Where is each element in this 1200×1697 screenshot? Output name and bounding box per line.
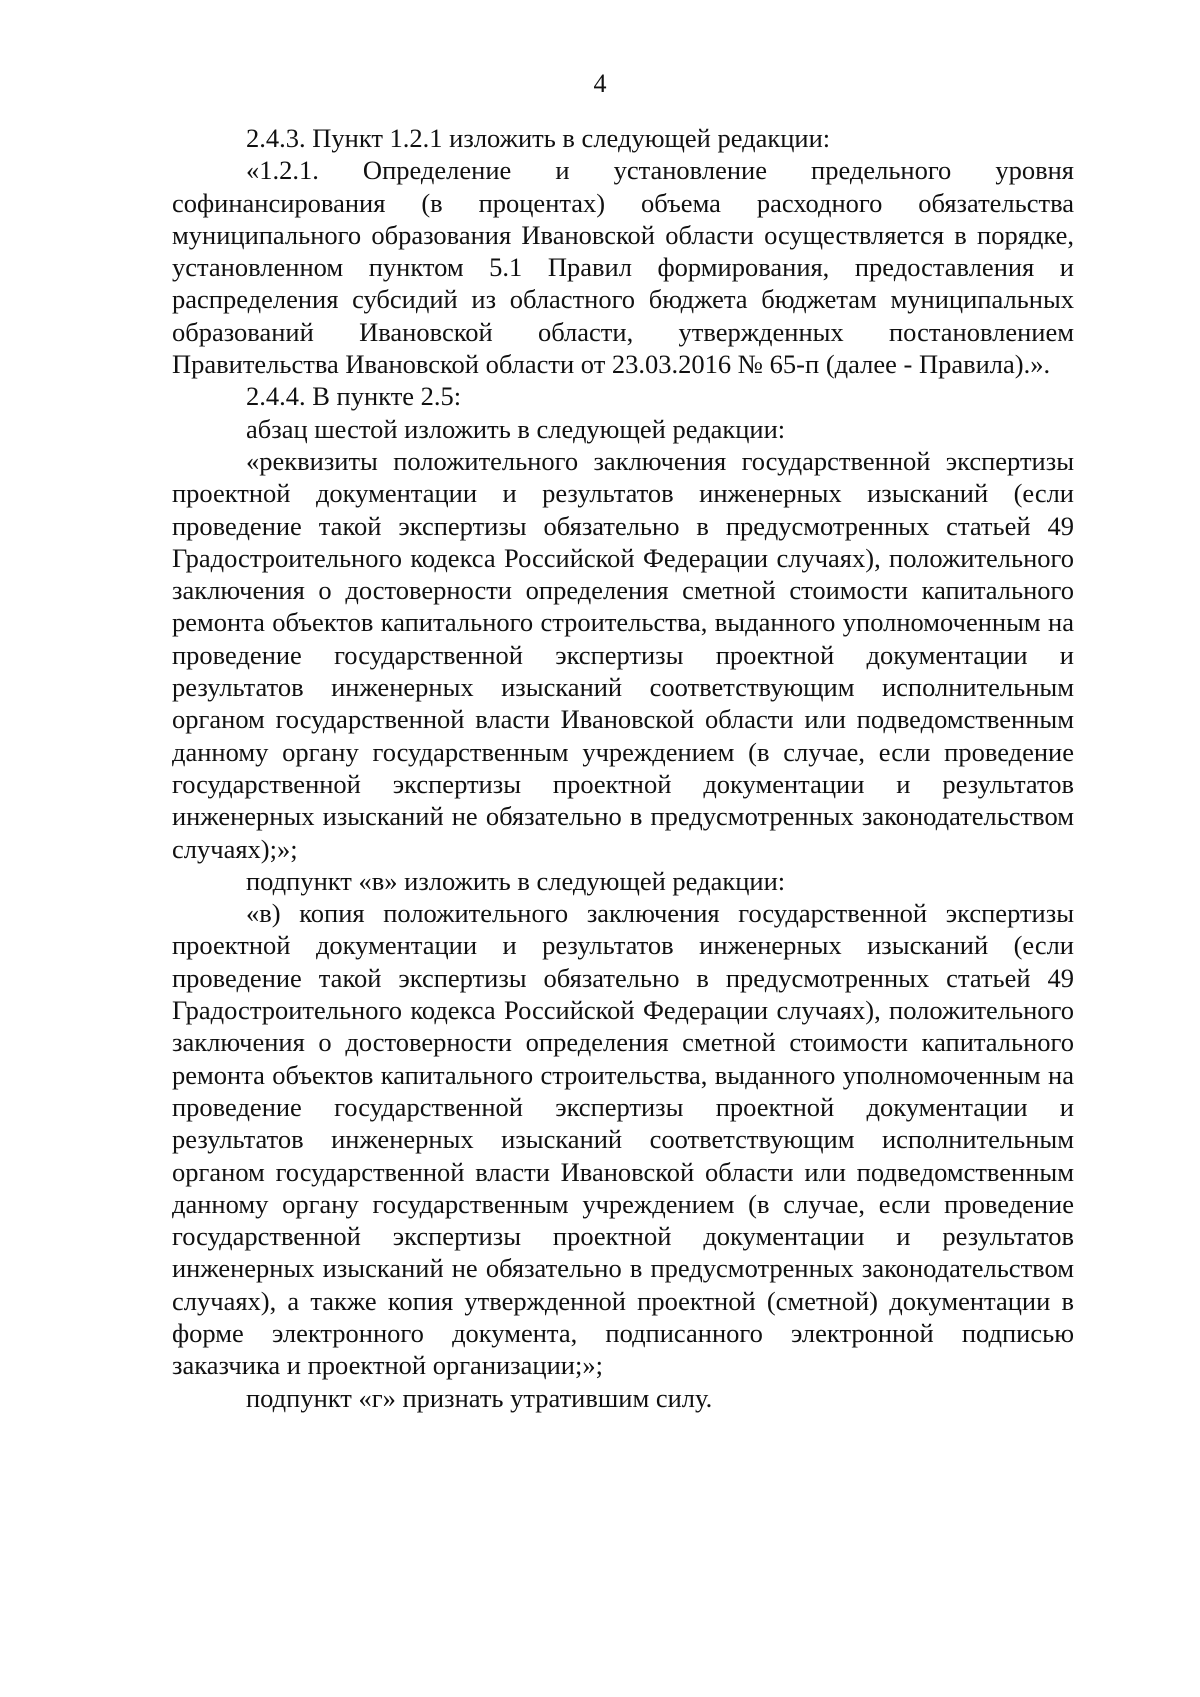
paragraph-2-4-3-heading: 2.4.3. Пункт 1.2.1 изложить в следующей редакции: [246,123,831,153]
document-body [172,122,1074,1414]
paragraph-requisites-text: «реквизиты положительного заключения государственной экспертизы проектной документации и результатов инженерных изысканий (если проведение такой экспертизы обязательно в предусмотренных статьей 49 Градостроительного кодекса Российской Федерации случаях), положительного заключения о достоверности определения сметной стоимости капитального ремонта объектов капитального строительства, выданного уполномоченным на проведение государственной экспертизы проектной документации и результатов инженерных изысканий соответствующим исполнительным органом государственной власти Ивановской области или подведомственным данному органу государственным учреждением (в случае, если проведение государственной экспертизы проектной документации и результатов инженерных изысканий не обязательно в предусмотренных законодательством случаях);»; [172,445,1074,864]
paragraph-1-2-1-text: «1.2.1. Определение и установление предельного уровня софинансирования (в процентах) объема расходного обязательства муниципального образования Ивановской области осуществляется в порядке, установленном пунктом 5.1 Правил формирования, предоставления и распределения субсидий из областного бюджета бюджетам муниципальных образований Ивановской области, утвержденных постановлением Правительства Ивановской области от 23.03.2016 № 65-п (далее - Правила).». [172,155,1074,380]
paragraph-subpoint-v-intro: подпункт «в» изложить в следующей редакции: [246,865,786,896]
paragraph-subpoint-g: подпункт «г» признать утратившим силу. [246,1382,713,1413]
page-number: 4 [593,69,607,98]
paragraph-subpoint-v-text: «в) копия положительного заключения государственной экспертизы проектной документации и результатов инженерных изысканий (если проведение такой экспертизы обязательно в предусмотренных статьей 49 Градостроительного кодекса Российской Федерации случаях), положительного заключения о достоверности определения сметной стоимости капитального ремонта объектов капитального строительства, выданного уполномоченным на проведение государственной экспертизы проектной документации и результатов инженерных изысканий соответствующим исполнительным органом государственной власти Ивановской области или подведомственным данному органу государственным учреждением (в случае, если проведение государственной экспертизы проектной документации и результатов инженерных изысканий не обязательно в предусмотренных законодательством случаях), а также копия утвержденной проектной (сметной) документации в форме электронного документа, подписанного электронной подписью заказчика и проектной организации;»; [172,898,1074,1381]
paragraph-2-4-4-heading: 2.4.4. В пункте 2.5: [246,381,462,412]
paragraph-sixth-abzac-intro: абзац шестой изложить в следующей редакции: [246,413,786,444]
